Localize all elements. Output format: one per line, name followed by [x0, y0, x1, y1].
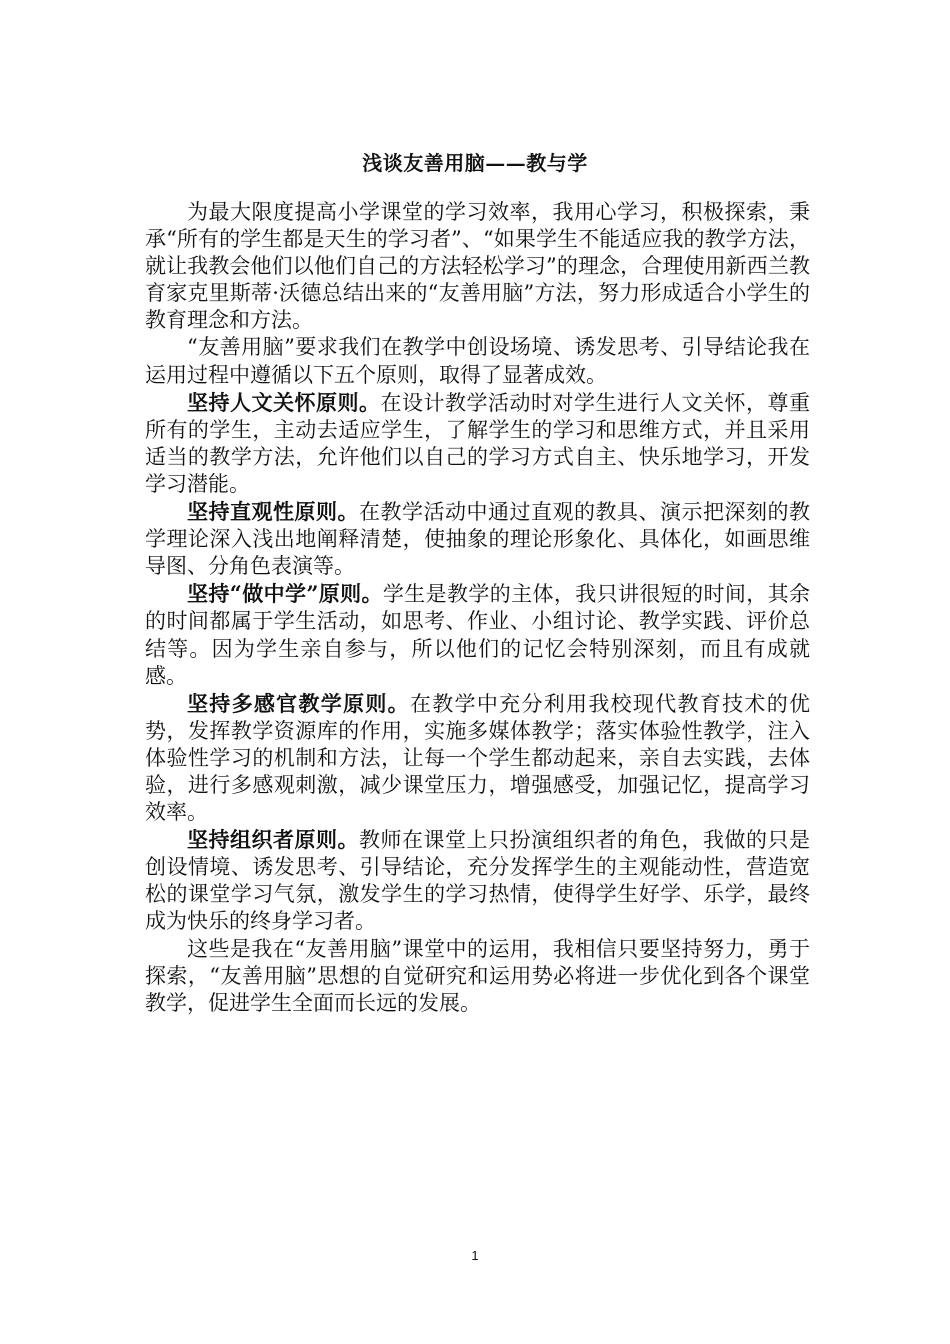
principle-heading: 坚持直观性原则。 [187, 499, 359, 525]
document-title: 浅谈友善用脑——教与学 [362, 151, 588, 175]
paragraph-text: 在教学中充分利用我校现代教育技术的优势，发挥教学资源库的作用，实施多媒体教学；落实体验性教学，注入体验性学习的机制和方法，让每一个学生都动起来，亲自去实践，去体验，进行多感观刺激，减少课堂压力，增强感受，加强记忆，提高学习效率。 [145, 691, 811, 825]
paragraph-conclusion [145, 936, 810, 1017]
paragraph-text: 学生是教学的主体，我只讲很短的时间，其余的时间都属于学生活动，如思考、作业、小组讨论、教学实践、评价总结等。因为学生亲自参与，所以他们的记忆会特别深刻，而且有成就感。 [145, 582, 810, 688]
document-body [145, 199, 810, 1017]
paragraph-text: “友善用脑”要求我们在教学中创设场境、诱发思考、引导结论我在运用过程中遵循以下五个原则，取得了显著成效。 [145, 335, 810, 387]
paragraph-text: 教师在课堂上只扮演组织者的角色，我做的只是创设情境、诱发思考、引导结论，充分发挥学生的主观能动性，营造宽松的课堂学习气氛，激发学生的学习热情，使得学生好学、乐学，最终成为快乐的终身学习者。 [145, 828, 810, 934]
principle-heading: 坚持多感官教学原则。 [187, 690, 410, 716]
paragraph-text: 为最大限度提高小学课堂的学习效率，我用心学习，积极探索，秉承“所有的学生都是天生的学习者”、“如果学生不能适应我的教学方法，就让我教会他们以他们自己的方法轻松学习”的理念，合理使用新西兰教育家克里斯蒂·沃德总结出来的“友善用脑”方法，努力形成适合小学生的教育理念和方法。 [145, 200, 810, 333]
paragraph-text: 在教学活动中通过直观的教具、演示把深刻的教学理论深入浅出地阐释清楚，使抽象的理论形象化、具体化，如画思维导图、分角色表演等。 [145, 500, 810, 579]
paragraph-principles-intro [145, 334, 810, 388]
paragraph-learning-by-doing [145, 580, 810, 689]
principle-heading: 坚持组织者原则。 [187, 827, 359, 853]
page-number: 1 [471, 1248, 479, 1263]
paragraph-intro [145, 199, 810, 334]
paragraph-humanistic-care [145, 389, 810, 498]
principle-heading: 坚持“做中学”原则。 [187, 581, 383, 607]
principle-heading: 坚持人文关怀原则。 [187, 389, 381, 415]
paragraph-multisensory [145, 690, 810, 826]
paragraph-organizer [145, 826, 810, 935]
paragraph-text: 这些是我在“友善用脑”课堂中的运用，我相信只要坚持努力，勇于探索，“友善用脑”思想的自觉研究和运用势必将进一步优化到各个课堂教学，促进学生全面而长远的发展。 [145, 936, 810, 1015]
paragraph-intuitive [145, 498, 810, 580]
paragraph-text: 在设计教学活动时对学生进行人文关怀，尊重所有的学生，主动去适应学生，了解学生的学习和思维方式，并且采用适当的教学方法，允许他们以自己的学习方式自主、快乐地学习，开发学习潜能。 [145, 390, 810, 496]
